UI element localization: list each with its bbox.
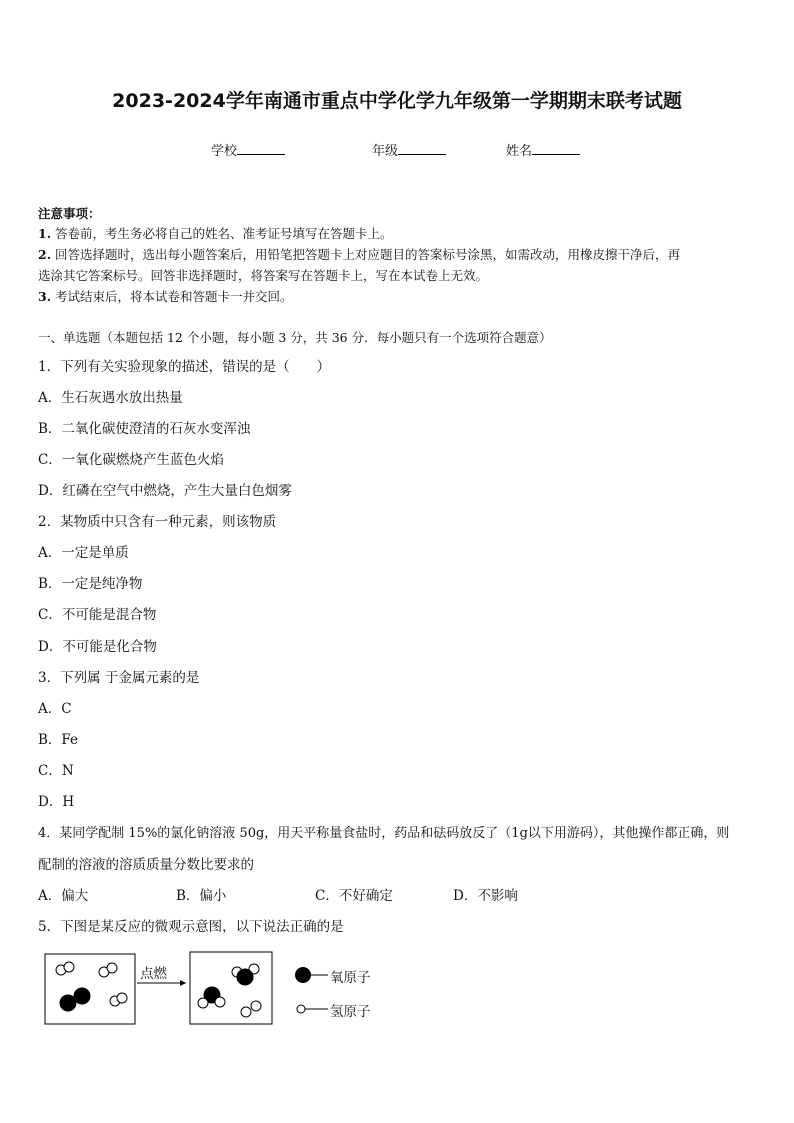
question-4-option-d: D．不影响 xyxy=(453,888,518,904)
question-2-option-b: B．一定是纯净物 xyxy=(38,576,143,592)
notice-item-2: 2. 回答选择题时，选出每小题答案后，用铅笔把答题卡上对应题目的答案标号涂黑，如需改动，用橡皮擦干净后，再 xyxy=(38,247,681,262)
legend-hydrogen-label: 氢原子 xyxy=(330,1004,371,1020)
product-box xyxy=(190,952,272,1024)
notice-item-1: 1. 答卷前，考生务必将自己的姓名、准考证号填写在答题卡上。 xyxy=(38,226,393,241)
question-4-option-b: B．偏小 xyxy=(176,888,227,904)
reactant-molecules xyxy=(56,962,127,1011)
notice-item-2-cont: 选涂其它答案标号。回答非选择题时，将答案写在答题卡上，写在本试卷上无效。 xyxy=(38,268,489,283)
question-3-option-a: A．C xyxy=(38,701,72,717)
question-2-stem: 2．某物质中只含有一种元素，则该物质 xyxy=(38,514,277,530)
product-molecules xyxy=(198,964,261,1017)
arrow-label: 点燃 xyxy=(140,966,167,982)
question-3-option-b: B．Fe xyxy=(38,732,79,748)
question-3-stem: 3．下列属 于金属元素的是 xyxy=(38,670,200,686)
question-1-option-d: D．红磷在空气中燃烧，产生大量白色烟雾 xyxy=(38,483,292,499)
legend-oxygen-label: 氧原子 xyxy=(330,970,371,986)
hydrogen-atom-icon xyxy=(297,1005,305,1013)
question-4-stem: 4．某同学配制 15%的氯化钠溶液 50g，用天平称量食盐时，药品和砝码放反了（1g以下用游码），其他操作都正确，则 xyxy=(38,826,730,841)
page-title: 2023-2024学年南通市重点中学化学九年级第一学期期末联考试题 xyxy=(112,90,682,112)
name-label: 姓名 xyxy=(506,144,533,159)
grade-label: 年级 xyxy=(372,144,399,159)
question-2-option-a: A．一定是单质 xyxy=(38,545,129,561)
question-1-option-a: A．生石灰遇水放出热量 xyxy=(38,390,183,406)
question-3-option-d: D．H xyxy=(38,794,75,810)
notice-heading: 注意事项： xyxy=(38,206,101,221)
question-2-option-c: C．不可能是混合物 xyxy=(38,607,157,623)
question-3-option-c: C．N xyxy=(38,763,74,779)
question-4-option-a: A．偏大 xyxy=(38,888,89,904)
question-1-option-c: C．一氧化碳燃烧产生蓝色火焰 xyxy=(38,452,224,468)
question-2-option-d: D．不可能是化合物 xyxy=(38,639,157,655)
reactant-box xyxy=(45,954,135,1024)
question-1-stem: 1．下列有关实验现象的描述，错误的是（ ） xyxy=(38,359,331,375)
question-1-option-b: B．二氧化碳使澄清的石灰水变浑浊 xyxy=(38,421,251,437)
section-heading: 一、单选题（本题包括 12 个小题，每小题 3 分，共 36 分．每小题只有一个选项符合题意） xyxy=(38,330,552,345)
arrow-head xyxy=(180,980,186,986)
notice-item-3: 3. 考试结束后，将本试卷和答题卡一并交回。 xyxy=(38,289,293,304)
question-4-stem-cont: 配制的溶液的溶质质量分数比要求的 xyxy=(38,857,254,873)
question-5-stem: 5．下图是某反应的微观示意图，以下说法正确的是 xyxy=(38,919,344,935)
question-4-option-c: C．不好确定 xyxy=(315,888,393,904)
oxygen-atom-icon xyxy=(295,967,311,983)
school-label: 学校 xyxy=(211,144,238,159)
